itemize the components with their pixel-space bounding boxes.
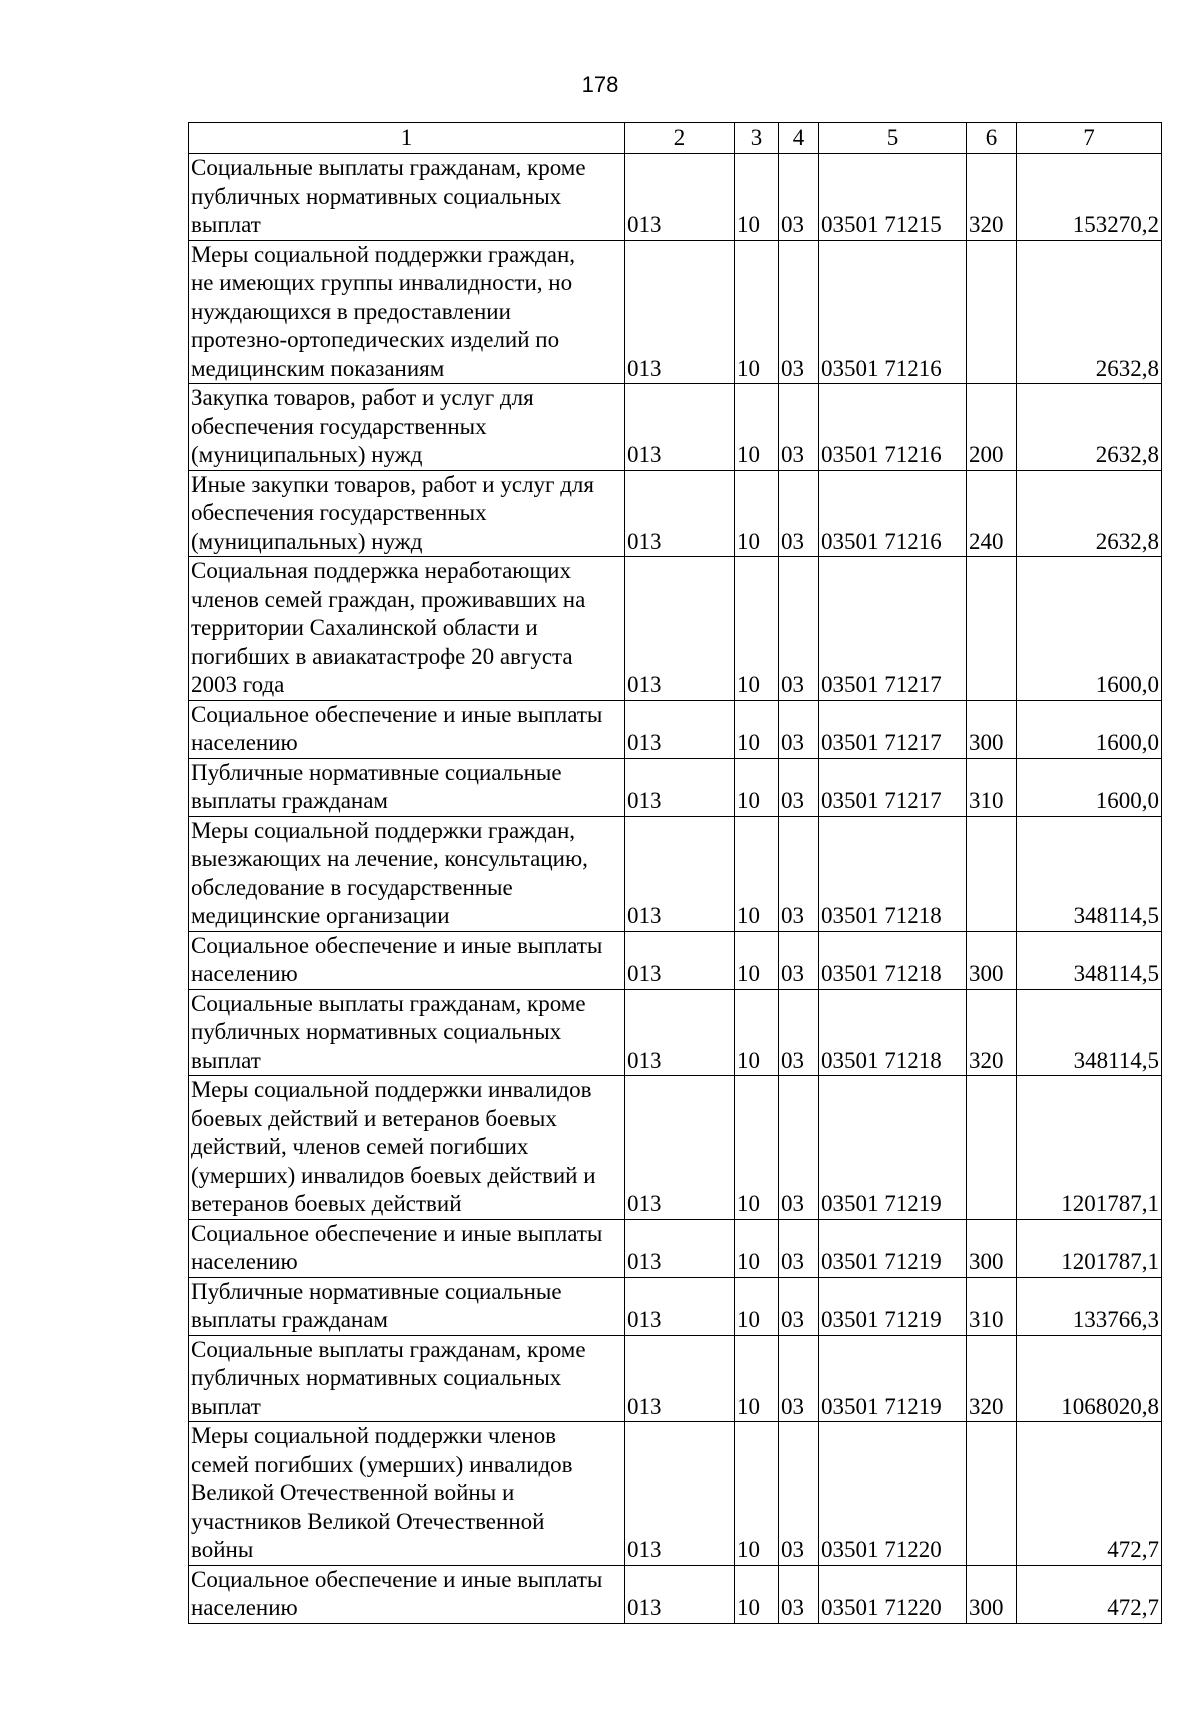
table-row [189, 384, 1162, 471]
amount-cell: 133766,3 [1017, 1277, 1162, 1335]
target-article-cell: 03501 71220 [819, 1565, 967, 1623]
target-article-cell: 03501 71216 [819, 470, 967, 557]
chapter-code-cell: 013 [625, 700, 735, 758]
chapter-code-cell: 013 [625, 931, 735, 989]
description-line: погибших в авиакатастрофе 20 августа [191, 643, 573, 669]
section-cell: 10 [735, 1277, 779, 1335]
amount-cell: 2632,8 [1017, 470, 1162, 557]
description-line: Социальные выплаты гражданам, кроме [191, 155, 586, 180]
section-cell: 10 [735, 470, 779, 557]
table-row [189, 758, 1162, 816]
description-line: Социальное обеспечение и иные выплаты [191, 701, 603, 727]
description-cell [189, 154, 625, 241]
subsection-cell: 03 [779, 1219, 819, 1277]
section-cell: 10 [735, 1422, 779, 1566]
description-line: (умерших) инвалидов боевых действий и [191, 1162, 596, 1188]
column-header: 4 [779, 123, 819, 154]
section-cell: 10 [735, 1076, 779, 1220]
description-line: действий, членов семей погибших [191, 1134, 529, 1159]
amount-cell: 348114,5 [1017, 816, 1162, 931]
amount-cell: 472,7 [1017, 1422, 1162, 1566]
chapter-code-cell: 013 [625, 1565, 735, 1623]
description-line: населению [191, 1249, 298, 1274]
description-cell [189, 700, 625, 758]
description-line: населению [191, 961, 298, 986]
expense-type-cell: 300 [967, 931, 1017, 989]
description-line: публичных нормативных социальных [191, 1019, 562, 1044]
chapter-code-cell: 013 [625, 240, 735, 384]
target-article-cell: 03501 71215 [819, 154, 967, 241]
table-row [189, 240, 1162, 384]
expense-type-cell [967, 1422, 1017, 1566]
description-line: выезжающих на лечение, консультацию, [191, 846, 588, 871]
target-article-cell: 03501 71217 [819, 557, 967, 701]
description-cell [189, 384, 625, 471]
table-row [189, 1277, 1162, 1335]
description-line: 2003 года [191, 672, 285, 697]
description-line: обеспечения государственных [191, 500, 487, 525]
table-row [189, 816, 1162, 931]
description-line: (муниципальных) нужд [191, 528, 423, 554]
table-row [189, 1335, 1162, 1422]
chapter-code-cell: 013 [625, 1076, 735, 1220]
description-line: Закупка товаров, работ и услуг для [191, 385, 534, 410]
description-line: членов семей граждан, проживавших на [191, 586, 586, 612]
table-row [189, 931, 1162, 989]
amount-cell: 1600,0 [1017, 758, 1162, 816]
chapter-code-cell: 013 [625, 1335, 735, 1422]
chapter-code-cell: 013 [625, 154, 735, 241]
section-cell: 10 [735, 1335, 779, 1422]
description-cell [189, 1335, 625, 1422]
section-cell: 10 [735, 384, 779, 471]
description-line: территории Сахалинской области и [191, 615, 538, 640]
expense-type-cell: 240 [967, 470, 1017, 557]
table-row [189, 154, 1162, 241]
description-cell [189, 1422, 625, 1566]
section-cell: 10 [735, 154, 779, 241]
description-cell [189, 240, 625, 384]
table-row [189, 1076, 1162, 1220]
section-cell: 10 [735, 557, 779, 701]
description-line: Публичные нормативные социальные [191, 1278, 562, 1304]
section-cell: 10 [735, 1219, 779, 1277]
description-line: Социальное обеспечение и иные выплаты [191, 1220, 603, 1246]
target-article-cell: 03501 71219 [819, 1335, 967, 1422]
description-line: Публичные нормативные социальные [191, 759, 562, 785]
description-line: ветеранов боевых действий [191, 1191, 462, 1216]
chapter-code-cell: 013 [625, 1219, 735, 1277]
subsection-cell: 03 [779, 1565, 819, 1623]
description-line: Иные закупки товаров, работ и услуг для [191, 471, 594, 497]
amount-cell: 1600,0 [1017, 557, 1162, 701]
amount-cell: 1600,0 [1017, 700, 1162, 758]
description-cell [189, 1565, 625, 1623]
table-row [189, 557, 1162, 701]
description-line: Меры социальной поддержки граждан, [191, 241, 576, 267]
column-header: 6 [967, 123, 1017, 154]
target-article-cell: 03501 71218 [819, 931, 967, 989]
amount-cell: 2632,8 [1017, 384, 1162, 471]
subsection-cell: 03 [779, 384, 819, 471]
description-line: Социальная поддержка неработающих [191, 558, 571, 583]
expense-type-cell [967, 816, 1017, 931]
chapter-code-cell: 013 [625, 816, 735, 931]
amount-cell: 472,7 [1017, 1565, 1162, 1623]
description-cell [189, 989, 625, 1076]
description-cell [189, 557, 625, 701]
expense-type-cell: 320 [967, 1335, 1017, 1422]
expense-type-cell: 300 [967, 1219, 1017, 1277]
table-row [189, 1422, 1162, 1566]
description-cell [189, 758, 625, 816]
page-number: 178 [581, 72, 619, 97]
description-line: Меры социальной поддержки граждан, [191, 817, 576, 843]
description-line: выплат [191, 212, 261, 237]
description-line: выплаты гражданам [191, 1307, 388, 1332]
description-line: населению [191, 1595, 298, 1620]
description-line: населению [191, 730, 298, 755]
subsection-cell: 03 [779, 557, 819, 701]
description-line: публичных нормативных социальных [191, 1365, 562, 1390]
section-cell: 10 [735, 1565, 779, 1623]
subsection-cell: 03 [779, 1335, 819, 1422]
description-line: Меры социальной поддержки членов [191, 1423, 556, 1448]
expense-type-cell: 320 [967, 989, 1017, 1076]
description-line: нуждающихся в предоставлении [191, 298, 511, 324]
chapter-code-cell: 013 [625, 989, 735, 1076]
expense-type-cell: 310 [967, 1277, 1017, 1335]
header-row [189, 123, 1162, 154]
section-cell: 10 [735, 700, 779, 758]
target-article-cell: 03501 71216 [819, 240, 967, 384]
target-article-cell: 03501 71219 [819, 1277, 967, 1335]
subsection-cell: 03 [779, 154, 819, 241]
description-line: участников Великой Отечественной [191, 1508, 545, 1534]
column-header: 2 [625, 123, 735, 154]
section-cell: 10 [735, 240, 779, 384]
description-line: боевых действий и ветеранов боевых [191, 1105, 557, 1131]
table-row [189, 989, 1162, 1076]
chapter-code-cell: 013 [625, 384, 735, 471]
target-article-cell: 03501 71216 [819, 384, 967, 471]
column-header: 1 [189, 123, 625, 154]
description-line: Социальные выплаты гражданам, кроме [191, 1336, 586, 1362]
expense-type-cell [967, 1076, 1017, 1220]
description-cell [189, 1076, 625, 1220]
description-line: (муниципальных) нужд [191, 442, 423, 467]
description-line: обеспечения государственных [191, 413, 487, 439]
expense-type-cell: 200 [967, 384, 1017, 471]
subsection-cell: 03 [779, 700, 819, 758]
section-cell: 10 [735, 989, 779, 1076]
subsection-cell: 03 [779, 758, 819, 816]
chapter-code-cell: 013 [625, 470, 735, 557]
subsection-cell: 03 [779, 470, 819, 557]
description-line: медицинские организации [191, 903, 450, 928]
description-line: Социальные выплаты гражданам, кроме [191, 990, 586, 1016]
table-row [189, 470, 1162, 557]
table-body [189, 123, 1162, 1624]
description-line: выплаты гражданам [191, 788, 388, 813]
target-article-cell: 03501 71218 [819, 816, 967, 931]
target-article-cell: 03501 71217 [819, 758, 967, 816]
expense-type-cell: 300 [967, 700, 1017, 758]
section-cell: 10 [735, 758, 779, 816]
section-cell: 10 [735, 816, 779, 931]
description-line: выплат [191, 1047, 261, 1073]
amount-cell: 348114,5 [1017, 989, 1162, 1076]
subsection-cell: 03 [779, 1076, 819, 1220]
description-line: Великой Отечественной войны и [191, 1480, 515, 1505]
target-article-cell: 03501 71220 [819, 1422, 967, 1566]
subsection-cell: 03 [779, 1422, 819, 1566]
description-cell [189, 1219, 625, 1277]
description-line: публичных нормативных социальных [191, 183, 562, 209]
subsection-cell: 03 [779, 931, 819, 989]
amount-cell: 348114,5 [1017, 931, 1162, 989]
amount-cell: 1201787,1 [1017, 1219, 1162, 1277]
target-article-cell: 03501 71217 [819, 700, 967, 758]
subsection-cell: 03 [779, 1277, 819, 1335]
target-article-cell: 03501 71219 [819, 1076, 967, 1220]
chapter-code-cell: 013 [625, 1422, 735, 1566]
description-line: протезно-ортопедических изделий по [191, 327, 560, 352]
target-article-cell: 03501 71218 [819, 989, 967, 1076]
budget-table [188, 122, 1162, 1624]
chapter-code-cell: 013 [625, 1277, 735, 1335]
description-cell [189, 1277, 625, 1335]
amount-cell: 153270,2 [1017, 154, 1162, 241]
amount-cell: 1201787,1 [1017, 1076, 1162, 1220]
description-line: Социальное обеспечение и иные выплаты [191, 1566, 603, 1592]
subsection-cell: 03 [779, 816, 819, 931]
description-line: Меры социальной поддержки инвалидов [191, 1077, 592, 1102]
expense-type-cell [967, 557, 1017, 701]
chapter-code-cell: 013 [625, 758, 735, 816]
description-cell [189, 816, 625, 931]
amount-cell: 2632,8 [1017, 240, 1162, 384]
table-row [189, 1565, 1162, 1623]
description-line: не имеющих группы инвалидности, но [191, 270, 573, 295]
column-header: 7 [1017, 123, 1162, 154]
description-line: медицинским показаниям [191, 355, 445, 381]
section-cell: 10 [735, 931, 779, 989]
expense-type-cell: 320 [967, 154, 1017, 241]
expense-type-cell: 300 [967, 1565, 1017, 1623]
description-line: обследование в государственные [191, 874, 513, 900]
description-line: Социальное обеспечение и иные выплаты [191, 932, 603, 958]
chapter-code-cell: 013 [625, 557, 735, 701]
description-line: выплат [191, 1393, 261, 1419]
amount-cell: 1068020,8 [1017, 1335, 1162, 1422]
table-row [189, 1219, 1162, 1277]
column-header: 5 [819, 123, 967, 154]
column-header: 3 [735, 123, 779, 154]
expense-type-cell [967, 240, 1017, 384]
description-cell [189, 931, 625, 989]
target-article-cell: 03501 71219 [819, 1219, 967, 1277]
description-cell [189, 470, 625, 557]
description-line: семей погибших (умерших) инвалидов [191, 1451, 573, 1477]
table-row [189, 700, 1162, 758]
subsection-cell: 03 [779, 989, 819, 1076]
subsection-cell: 03 [779, 240, 819, 384]
description-line: войны [191, 1537, 254, 1562]
expense-type-cell: 310 [967, 758, 1017, 816]
